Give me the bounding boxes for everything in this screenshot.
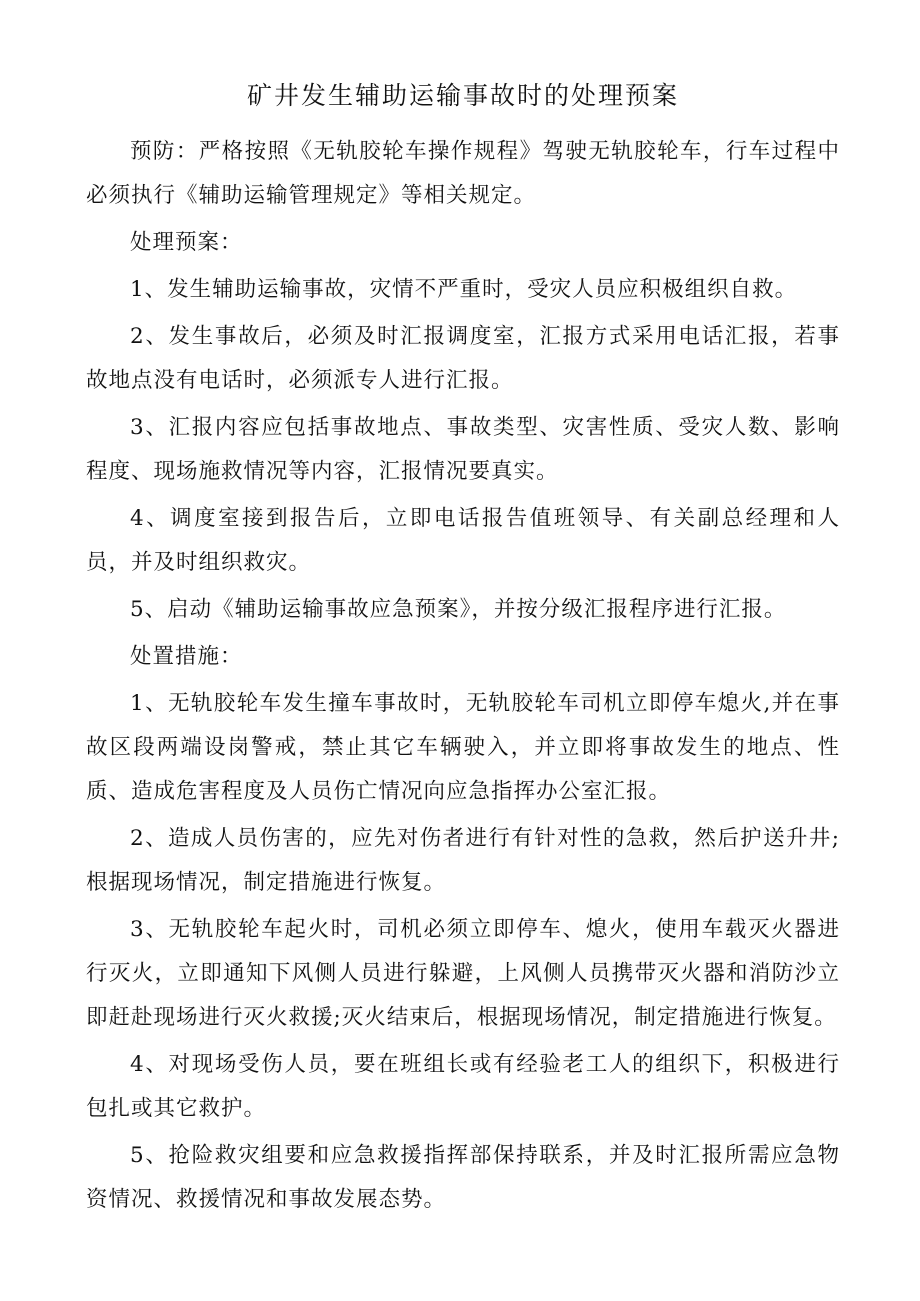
measure-item: 1、无轨胶轮车发生撞车事故时，无轨胶轮车司机立即停车熄火,并在事故区段两端设岗警戒，禁止其它车辆驶入，并立即将事故发生的地点、性质、造成危害程度及人员伤亡情况向应急指挥办公室汇报。 <box>86 691 840 804</box>
plan-item: 2、发生事故后，必须及时汇报调度室，汇报方式采用电话汇报，若事故地点没有电话时，必须派专人进行汇报。 <box>86 324 840 393</box>
measure-item: 4、对现场受伤人员，要在班组长或有经验老工人的组织下，积极进行包扎或其它救护。 <box>86 1052 840 1121</box>
plan-item: 3、汇报内容应包括事故地点、事故类型、灾害性质、受灾人数、影响程度、现场施救情况等内容，汇报情况要真实。 <box>86 415 840 484</box>
measure-item: 2、造成人员伤害的，应先对伤者进行有针对性的急救，然后护送升井;根据现场情况，制定措施进行恢复。 <box>86 826 840 895</box>
document-title: 矿井发生辅助运输事故时的处理预案 <box>246 81 679 110</box>
plan-item: 5、启动《辅助运输事故应急预案》，并按分级汇报程序进行汇报。 <box>130 597 787 622</box>
plan-heading: 处理预案： <box>130 230 243 255</box>
measures-heading: 处置措施： <box>130 644 243 669</box>
measure-item: 5、抢险救灾组要和应急救援指挥部保持联系，并及时汇报所需应急物资情况、救援情况和事故发展态势。 <box>86 1143 840 1212</box>
plan-item: 4、调度室接到报告后，立即电话报告值班领导、有关副总经理和人员，并及时组织救灾。 <box>86 506 840 575</box>
measure-item: 3、无轨胶轮车起火时，司机必须立即停车、熄火，使用车载灭火器进行灭火，立即通知下风侧人员进行躲避，上风侧人员携带灭火器和消防沙立即赶赴现场进行灭火救援;灭火结束后，根据现场情况，制定措施进行恢复。 <box>86 917 840 1030</box>
plan-item: 1、发生辅助运输事故，灾情不严重时，受灾人员应积极组织自救。 <box>130 277 798 302</box>
prevention-paragraph: 预防：严格按照《无轨胶轮车操作规程》驾驶无轨胶轮车，行车过程中必须执行《辅助运输管理规定》等相关规定。 <box>86 139 840 208</box>
